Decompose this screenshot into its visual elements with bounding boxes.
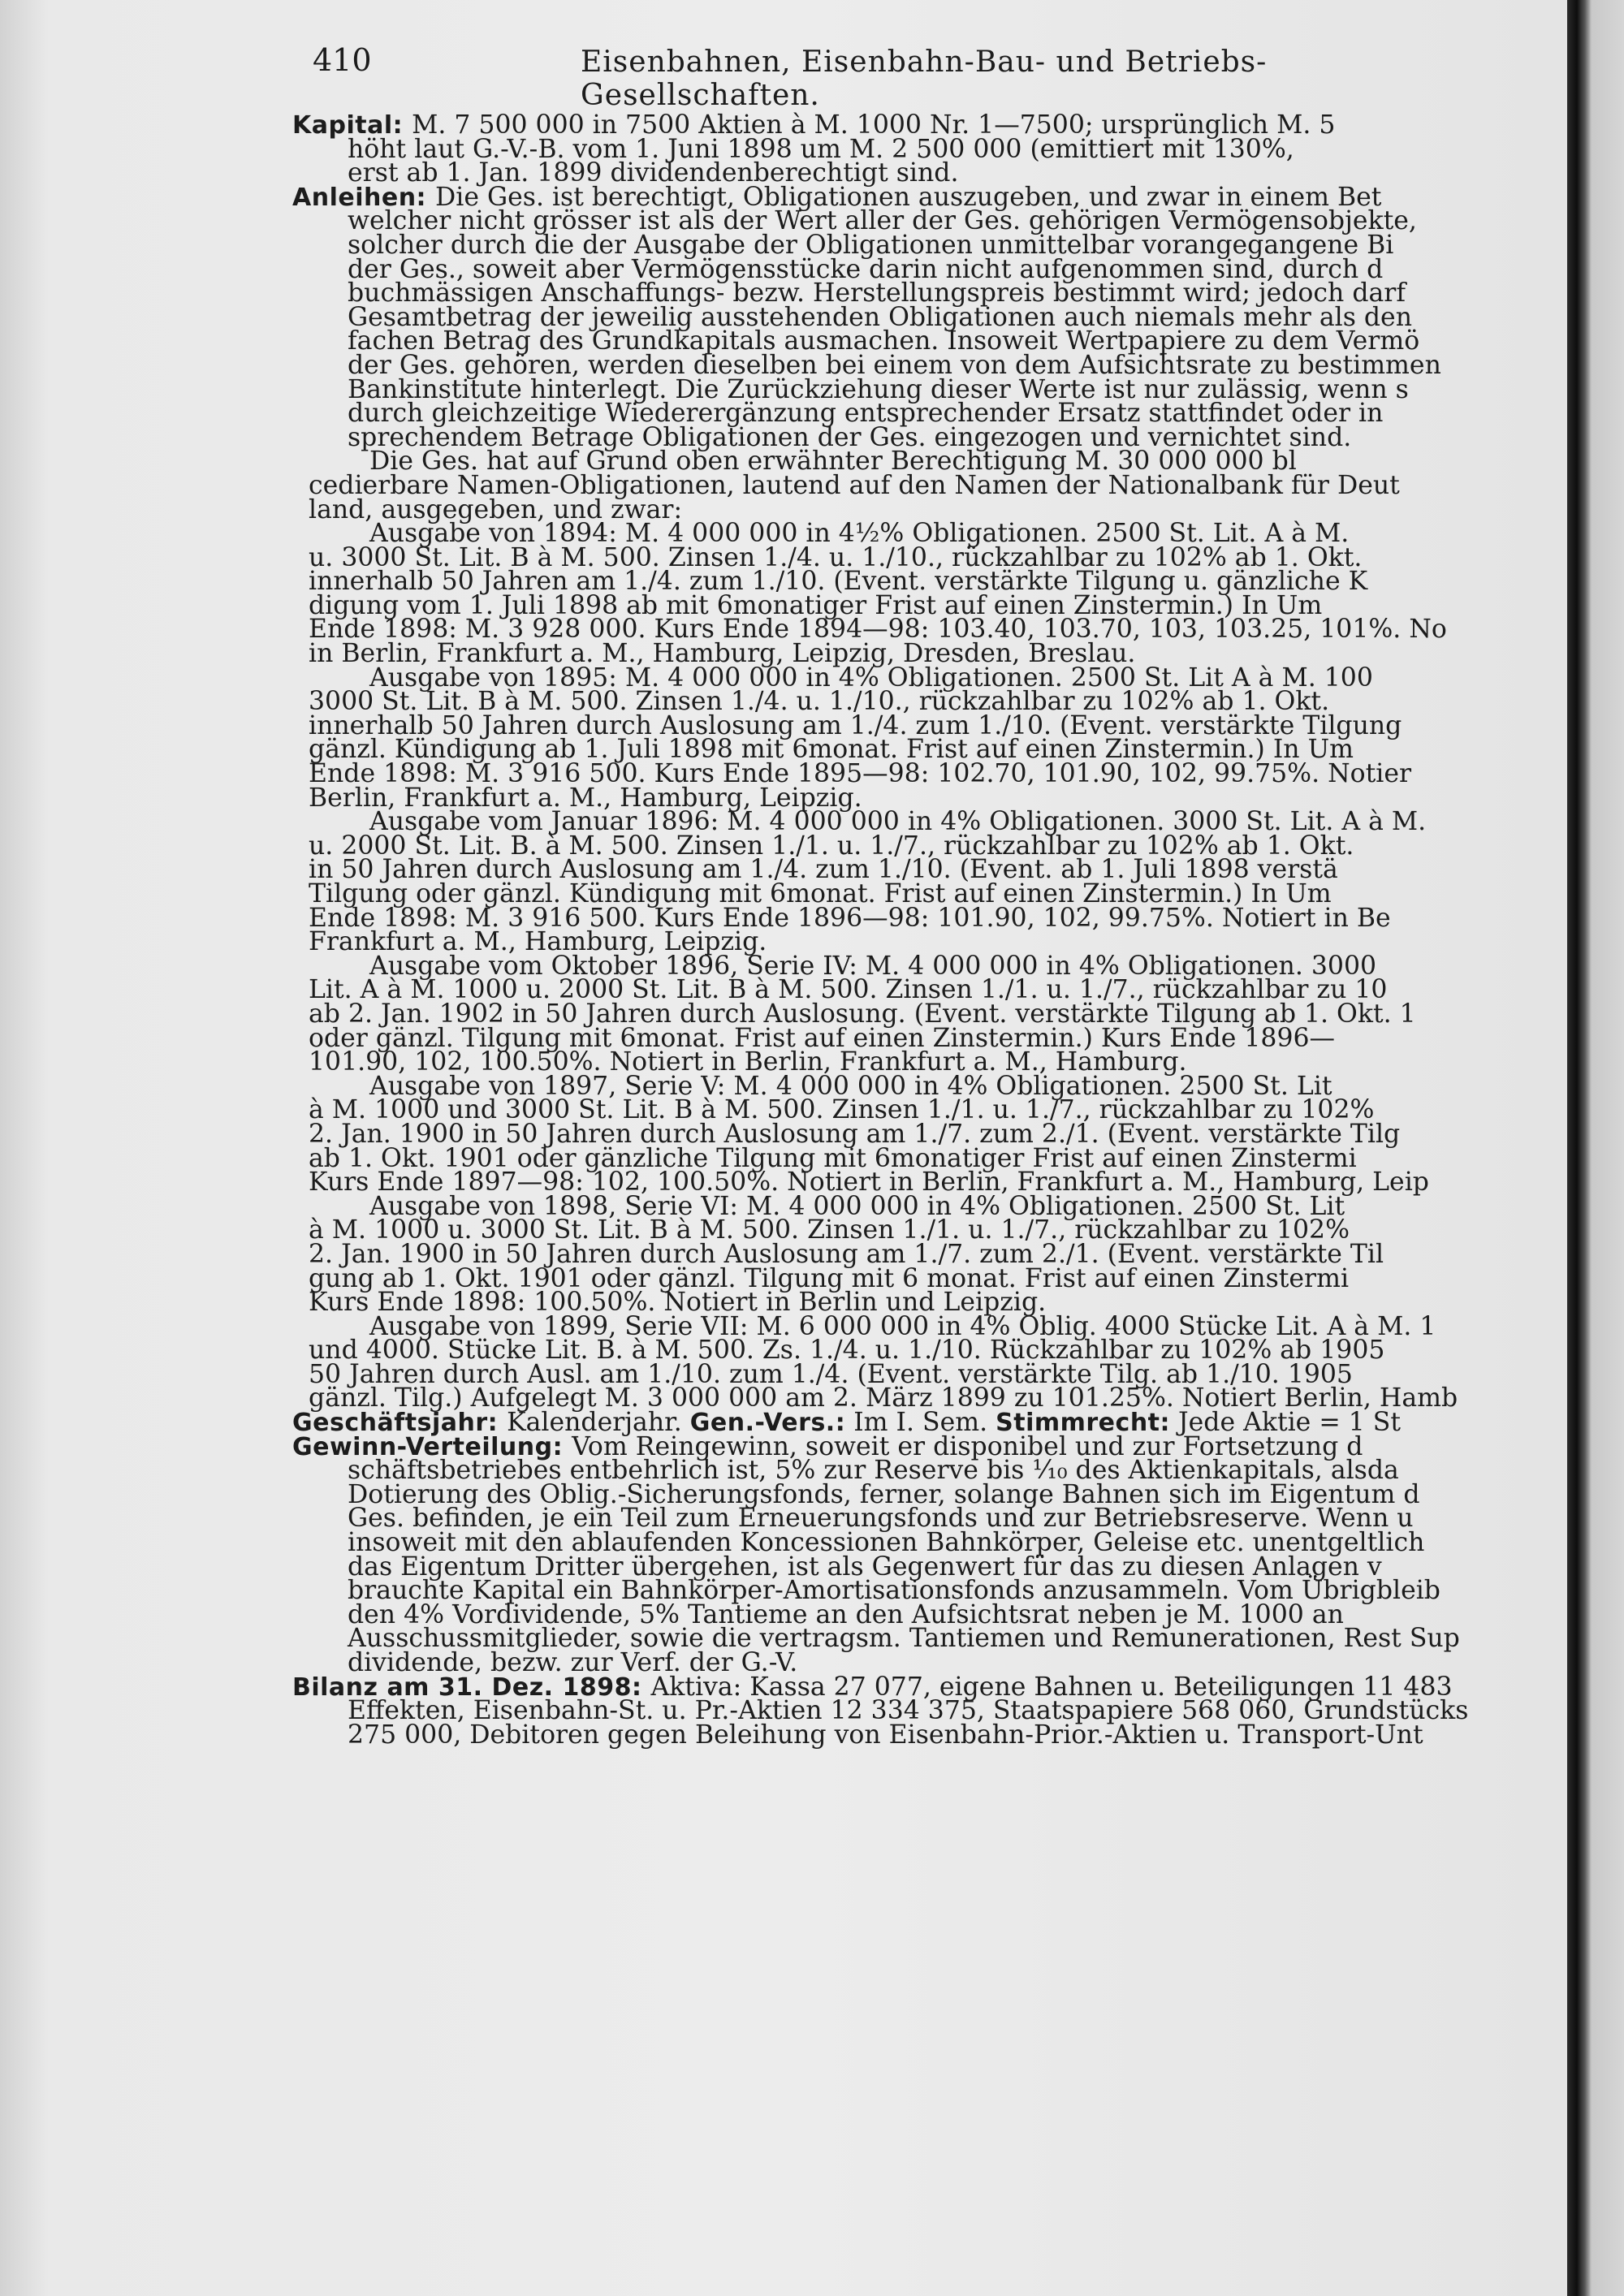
line-text: Kalenderjahr. Gen.-Vers.: Im I. Sem. Stimmrecht: Jede Aktie = 1 St [507,1408,1402,1438]
section-keyword: Anleihen: [292,183,435,212]
section-keyword: Bilanz am 31. Dez. 1898: [292,1672,651,1702]
line-text: Ges. befinden, je ein Teil zum Erneuerungsfonds und zur Betriebsreserve. Wenn u [348,1504,1414,1534]
line-text: innerhalb 50 Jahren durch Auslosung am 1./4. zum 1./10. (Event. verstärkte Tilgung [309,710,1402,740]
line-text: cedierbare Namen-Obligationen, lautend auf den Namen der Nationalbank für Deut [309,470,1400,500]
line-text: Die Ges. hat auf Grund oben erwähnter Berechtigung M. 30 000 000 bl [369,447,1297,477]
line-text: solcher durch die der Ausgabe der Obligationen unmittelbar vorangegangene Bi [348,230,1394,260]
paragraph-anleihen-2 [309,447,1575,524]
line-text: Bankinstitute hinterlegt. Die Zurückziehung dieser Werte ist nur zulässig, wenn s [348,374,1409,404]
line-text: ab 2. Jan. 1902 in 50 Jahren durch Auslosung. (Event. verstärkte Tilgung ab 1. Okt. 1 [309,999,1416,1029]
line-text: 2. Jan. 1900 in 50 Jahren durch Auslosung am 1./7. zum 2./1. (Event. verstärkte Tilg [309,1119,1401,1149]
line-text: welcher nicht grösser ist als der Wert aller der Ges. gehörigen Vermögensobjekte, [348,206,1417,236]
line-text: Gesamtbetrag der jeweilig ausstehenden Obligationen auch niemals mehr als den [348,302,1412,332]
paragraph-ausgabe-1896-okt [309,951,1575,1077]
line-text: 101.90, 102, 100.50%. Notiert in Berlin, Frankfurt a. M., Hamburg. [309,1047,1187,1077]
line-text: Berlin, Frankfurt a. M., Hamburg, Leipzig. [309,783,862,813]
line-text: höht laut G.-V.-B. vom 1. Juni 1898 um M. 2 500 000 (emittiert mit 130%, [348,134,1294,164]
line-text: 3000 St. Lit. B à M. 500. Zinsen 1./4. u. 1./10., rückzahlbar zu 102% ab 1. Okt. [309,687,1330,717]
line-text: ab 1. Okt. 1901 oder gänzliche Tilgung mit 6monatiger Frist auf einen Zinstermi [309,1143,1357,1173]
line-text: innerhalb 50 Jahren am 1./4. zum 1./10. (Event. verstärkte Tilgung u. gänzliche K [309,567,1368,597]
line-text: Ende 1898: M. 3 928 000. Kurs Ende 1894—98: 103.40, 103.70, 103, 103.25, 101%. No [309,615,1447,645]
paragraph-anleihen [292,182,1575,452]
line-text: der Ges. gehören, werden dieselben bei einem von dem Aufsichtsrate zu bestimmen [348,350,1441,380]
line-text: Kurs Ende 1898: 100.50%. Notiert in Berlin und Leipzig. [309,1288,1047,1318]
section-keyword: Geschäftsjahr: [292,1409,508,1438]
line-text: Vom Reingewinn, soweit er disponibel und zur Fortsetzung d [572,1431,1363,1461]
body-text [292,110,1575,2281]
line-text: Ausgabe von 1897, Serie V: M. 4 000 000 in 4% Obligationen. 2500 St. Lit [369,1071,1332,1101]
paragraph-bilanz [292,1672,1575,1750]
running-title: Eisenbahnen, Eisenbahn-Bau- und Betriebs-Gesellschaften. [581,45,1268,112]
line-text: u. 3000 St. Lit. B à M. 500. Zinsen 1./4. u. 1./10., rückzahlbar zu 102% ab 1. Okt. [309,542,1363,572]
section-keyword: Gewinn-Verteilung: [292,1432,572,1461]
line-text: Ausgabe von 1898, Serie VI: M. 4 000 000 in 4% Obligationen. 2500 St. Lit [369,1191,1345,1221]
line-text: in 50 Jahren durch Auslosung am 1./4. zum 1./10. (Event. ab 1. Juli 1898 verstä [309,855,1338,885]
line-text: schäftsbetriebes entbehrlich ist, 5% zur Reserve bis ⅒ des Aktienkapitals, alsda [348,1456,1399,1486]
line-text: der Ges., soweit aber Vermögensstücke darin nicht aufgenommen sind, durch d [348,254,1384,284]
line-text: brauchte Kapital ein Bahnkörper-Amortisationsfonds anzusammeln. Vom Übrigbleib [348,1576,1440,1606]
line-text: Ausgabe vom Oktober 1896, Serie IV: M. 4 000 000 in 4% Obligationen. 3000 [369,951,1377,981]
line-text: Ausgabe vom Januar 1896: M. 4 000 000 in 4% Obligationen. 3000 St. Lit. A à M. [369,807,1427,837]
line-text: Die Ges. ist berechtigt, Obligationen auszugeben, und zwar in einem Bet [435,182,1382,212]
line-text: digung vom 1. Juli 1898 ab mit 6monatiger Frist auf einen Zinstermin.) In Um [309,590,1323,620]
paragraph-ausgabe-1896-jan [309,807,1575,957]
inline-keyword: Gen.-Vers.: [689,1409,846,1438]
paragraph-ausgabe-1897 [309,1071,1575,1198]
line-text: Lit. A à M. 1000 u. 2000 St. Lit. B à M. 500. Zinsen 1./1. u. 1./7., rückzahlbar zu 10 [309,975,1388,1005]
paragraph-ausgabe-1895 [309,662,1575,813]
line-text: Aktiva: Kassa 27 077, eigene Bahnen u. Beteiligungen 11 483 [650,1672,1453,1702]
section-keyword: Kapital: [292,111,412,140]
line-text: land, ausgegeben, und zwar: [309,494,683,524]
line-text: durch gleichzeitige Wiederergänzung entsprechender Ersatz stattfindet oder in [348,399,1384,429]
line-text: Ende 1898: M. 3 916 500. Kurs Ende 1896—98: 101.90, 102, 99.75%. Notiert in Be [309,903,1391,933]
paragraph-kapital [292,110,1575,188]
line-text: à M. 1000 und 3000 St. Lit. B à M. 500. Zinsen 1./1. u. 1./7., rückzahlbar zu 102% [309,1095,1375,1125]
line-text: 275 000, Debitoren gegen Beleihung von Eisenbahn-Prior.-Aktien u. Transport-Unt [348,1720,1423,1750]
paragraph-ausgabe-1898 [309,1191,1575,1318]
line-text: insoweit mit den ablaufenden Koncessionen Bahnkörper, Geleise etc. unentgeltlich [348,1528,1425,1558]
line-text: das Eigentum Dritter übergehen, ist als Gegenwert für das zu diesen Anlagen v [348,1552,1382,1582]
line-text: u. 2000 St. Lit. B. à M. 500. Zinsen 1./1. u. 1./7., rückzahlbar zu 102% ab 1. Okt. [309,831,1354,861]
line-text: gung ab 1. Okt. 1901 oder gänzl. Tilgung mit 6 monat. Frist auf einen Zinstermi [309,1263,1350,1293]
line-text: Ausgabe von 1899, Serie VII: M. 6 000 000 in 4% Oblig. 4000 Stücke Lit. A à M. 1 [369,1311,1436,1341]
line-text: Ausschussmitglieder, sowie die vertragsm. Tantiemen und Remunerationen, Rest Sup [348,1624,1460,1654]
paragraph-gewinn-verteilung [292,1431,1575,1677]
line-text: Kurs Ende 1897—98: 102, 100.50%. Notiert in Berlin, Frankfurt a. M., Hamburg, Leip [309,1167,1429,1198]
paragraph-ausgabe-1899 [309,1311,1575,1413]
line-text: dividende, bezw. zur Verf. der G.-V. [348,1648,798,1677]
line-text: oder gänzl. Tilgung mit 6monat. Frist auf einen Zinstermin.) Kurs Ende 1896— [309,1023,1336,1053]
line-text: Ende 1898: M. 3 916 500. Kurs Ende 1895—98: 102.70, 101.90, 102, 99.75%. Notier [309,759,1412,789]
line-text: gänzl. Kündigung ab 1. Juli 1898 mit 6monat. Frist auf einen Zinstermin.) In Um [309,735,1354,765]
line-text: sprechendem Betrage Obligationen der Ges. eingezogen und vernichtet sind. [348,422,1352,452]
line-text: M. 7 500 000 in 7500 Aktien à M. 1000 Nr. 1—7500; ursprünglich M. 5 [412,110,1336,140]
line-text: den 4% Vordividende, 5% Tantieme an den Aufsichtsrat neben je M. 1000 an [348,1599,1344,1629]
line-text: Tilgung oder gänzl. Kündigung mit 6monat. Frist auf einen Zinstermin.) In Um [309,879,1332,908]
page-gutter-shadow [1567,0,1624,2296]
line-text: fachen Betrag des Grundkapitals ausmachen. Insoweit Wertpapiere zu dem Vermö [348,326,1420,356]
line-text: in Berlin, Frankfurt a. M., Hamburg, Leipzig, Dresden, Breslau. [309,639,1136,669]
page-number: 410 [313,42,372,78]
line-text: buchmässigen Anschaffungs- bezw. Herstellungspreis bestimmt wird; jedoch darf [348,278,1406,309]
line-text: gänzl. Tilg.) Aufgelegt M. 3 000 000 am 2. März 1899 zu 101.25%. Notiert Berlin, Hamb [309,1383,1458,1413]
inline-keyword: Stimmrecht: [996,1409,1171,1438]
paragraph-ausgabe-1894 [309,519,1575,669]
line-text: à M. 1000 u. 3000 St. Lit. B à M. 500. Zinsen 1./1. u. 1./7., rückzahlbar zu 102% [309,1215,1350,1245]
line-text: Effekten, Eisenbahn-St. u. Pr.-Aktien 12 334 375, Staatspapiere 568 060, Grundstücks [348,1696,1469,1726]
line-text: Ausgabe von 1894: M. 4 000 000 in 4½% Obligationen. 2500 St. Lit. A à M. [369,519,1350,549]
line-text: 50 Jahren durch Ausl. am 1./10. zum 1./4. (Event. verstärkte Tilg. ab 1./10. 1905 [309,1359,1353,1389]
text-line [309,1720,1575,1750]
line-text: Frankfurt a. M., Hamburg, Leipzig. [309,927,767,957]
line-text: und 4000. Stücke Lit. B. à M. 500. Zs. 1./4. u. 1./10. Rückzahlbar zu 102% ab 1905 [309,1336,1385,1366]
page-header [313,42,1417,112]
line-text: 2. Jan. 1900 in 50 Jahren durch Auslosung am 1./7. zum 2./1. (Event. verstärkte Til [309,1239,1384,1269]
line-text: Dotierung des Oblig.-Sicherungsfonds, ferner, solange Bahnen sich im Eigentum d [348,1479,1420,1509]
line-text: Ausgabe von 1895: M. 4 000 000 in 4% Obligationen. 2500 St. Lit A à M. 100 [369,662,1373,693]
line-text: erst ab 1. Jan. 1899 dividendenberechtigt sind. [348,158,959,188]
